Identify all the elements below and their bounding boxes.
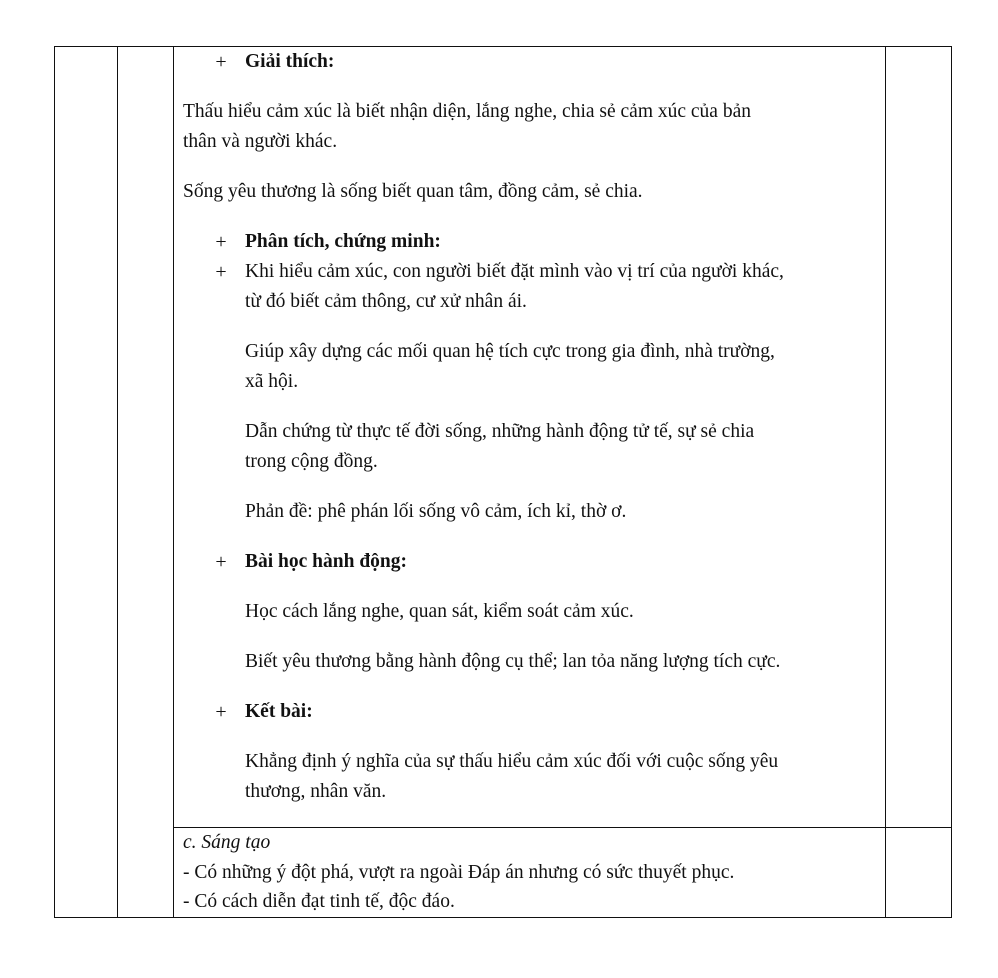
heading-phan-tich: Phân tích, chứng minh: <box>245 231 441 252</box>
paragraph-song-yeu-thuong: Sống yêu thương là sống biết quan tâm, đồng cảm, sẻ chia. <box>183 181 643 202</box>
phan-tich-p2-line1: Giúp xây dựng các mối quan hệ tích cực trong gia đình, nhà trường, <box>245 341 775 362</box>
phan-tich-p2-line2: xã hội. <box>245 371 299 392</box>
bullet-bai-hoc: + <box>215 551 227 573</box>
phan-tich-item-line2: từ đó biết cảm thông, cư xử nhân ái. <box>245 291 527 312</box>
sang-tao-heading: c. Sáng tạo <box>183 832 271 853</box>
phan-tich-p3-line1: Dẫn chứng từ thực tế đời sống, những hành động tử tế, sự sẻ chia <box>245 421 755 442</box>
ket-bai-p1-line2: thương, nhân văn. <box>245 781 387 802</box>
paragraph-giai-thich-line1: Thấu hiểu cảm xúc là biết nhận diện, lắng nghe, chia sẻ cảm xúc của bản <box>183 101 751 122</box>
phan-tich-item-line1: Khi hiểu cảm xúc, con người biết đặt mình vào vị trí của người khác, <box>245 261 784 282</box>
bullet-phan-tich-item: + <box>215 261 227 283</box>
phan-tich-p4: Phản đề: phê phán lối sống vô cảm, ích kỉ, thờ ơ. <box>245 501 627 522</box>
row-divider <box>173 827 951 828</box>
heading-bai-hoc: Bài học hành động: <box>245 551 408 572</box>
heading-ket-bai: Kết bài: <box>245 701 313 722</box>
paragraph-giai-thich-line2: thân và người khác. <box>183 131 338 152</box>
column-divider-3 <box>885 47 886 917</box>
ket-bai-p1-line1: Khẳng định ý nghĩa của sự thấu hiểu cảm xúc đối với cuộc sống yêu <box>245 751 779 772</box>
column-divider-2 <box>173 47 174 917</box>
heading-giai-thich: Giải thích: <box>245 51 335 72</box>
bullet-phan-tich: + <box>215 231 227 253</box>
bullet-ket-bai: + <box>215 701 227 723</box>
phan-tich-p3-line2: trong cộng đồng. <box>245 451 378 472</box>
sang-tao-line2: - Có cách diễn đạt tinh tế, độc đáo. <box>183 891 455 912</box>
bai-hoc-p2: Biết yêu thương bằng hành động cụ thể; lan tỏa năng lượng tích cực. <box>245 651 781 672</box>
column-divider-1 <box>117 47 118 917</box>
bullet-giai-thich: + <box>215 51 227 73</box>
sang-tao-line1: - Có những ý đột phá, vượt ra ngoài Đáp án nhưng có sức thuyết phục. <box>183 862 735 883</box>
bai-hoc-p1: Học cách lắng nghe, quan sát, kiểm soát cảm xúc. <box>245 601 634 622</box>
